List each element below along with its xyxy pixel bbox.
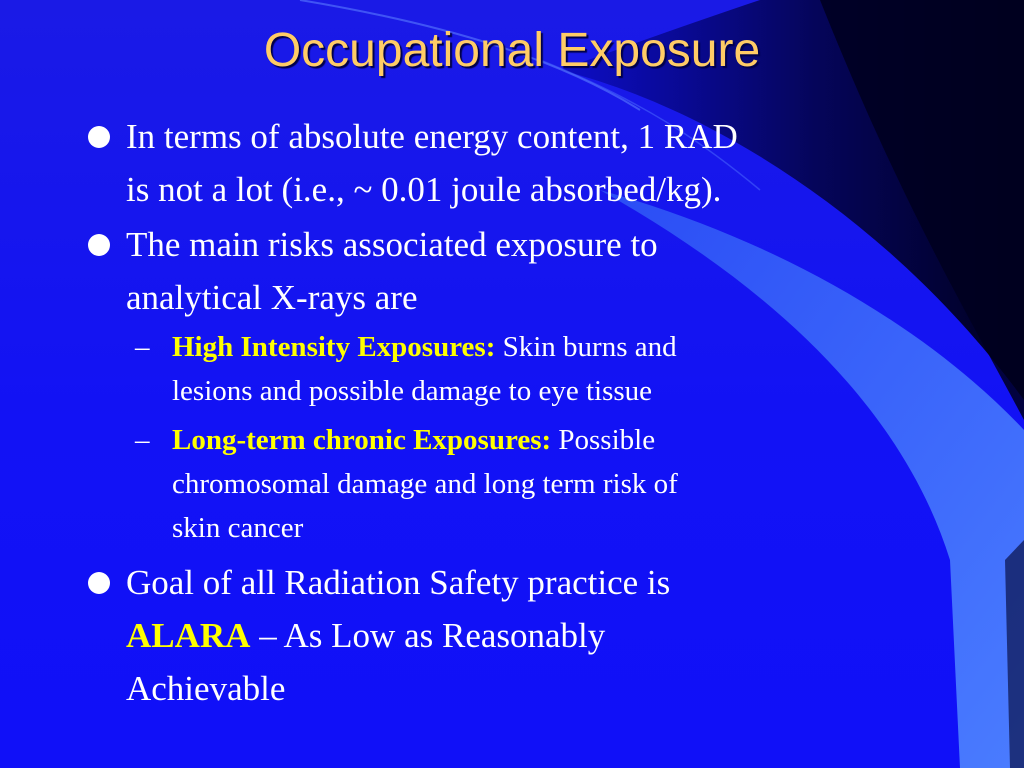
bullet-line: The main risks associated exposure to <box>126 225 658 264</box>
bullet-dot-icon <box>88 572 110 594</box>
bullet-text <box>126 556 670 715</box>
sub-bullet-label: Long-term chronic Exposures: <box>172 424 552 456</box>
bullet-text <box>126 218 658 324</box>
sub-bullet-line: skin cancer <box>172 512 304 544</box>
bullet-text <box>126 110 738 216</box>
sub-bullet-line: Skin burns and <box>495 331 677 363</box>
dash-icon: – <box>135 424 150 456</box>
dash-icon: – <box>135 331 150 363</box>
sub-bullet-line: Possible <box>551 424 656 456</box>
sub-bullet-long-term <box>135 418 678 550</box>
bullet-line: In terms of absolute energy content, 1 RAD <box>126 117 738 156</box>
sub-bullet-label: High Intensity Exposures: <box>172 331 496 363</box>
bullet-line: – As Low as Reasonably <box>250 616 606 655</box>
sub-bullet-text <box>172 325 677 413</box>
sub-bullet-line: lesions and possible damage to eye tissue <box>172 375 653 407</box>
bullet-alara-goal <box>88 556 670 715</box>
sub-bullet-line: chromosomal damage and long term risk of <box>172 468 678 500</box>
alara-acronym: ALARA <box>126 616 251 655</box>
bullet-main-risks <box>88 218 658 324</box>
bullet-line: Achievable <box>126 669 286 708</box>
bullet-dot-icon <box>88 234 110 256</box>
slide-title: Occupational Exposure <box>263 24 761 77</box>
bullet-line: analytical X-rays are <box>126 278 418 317</box>
sub-bullet-text <box>172 418 678 550</box>
bullet-line: is not a lot (i.e., ~ 0.01 joule absorbed/kg). <box>126 170 722 209</box>
bullet-energy-content <box>88 110 738 216</box>
sub-bullet-high-intensity <box>135 325 677 413</box>
bullet-line: Goal of all Radiation Safety practice is <box>126 563 671 602</box>
bullet-dot-icon <box>88 126 110 148</box>
